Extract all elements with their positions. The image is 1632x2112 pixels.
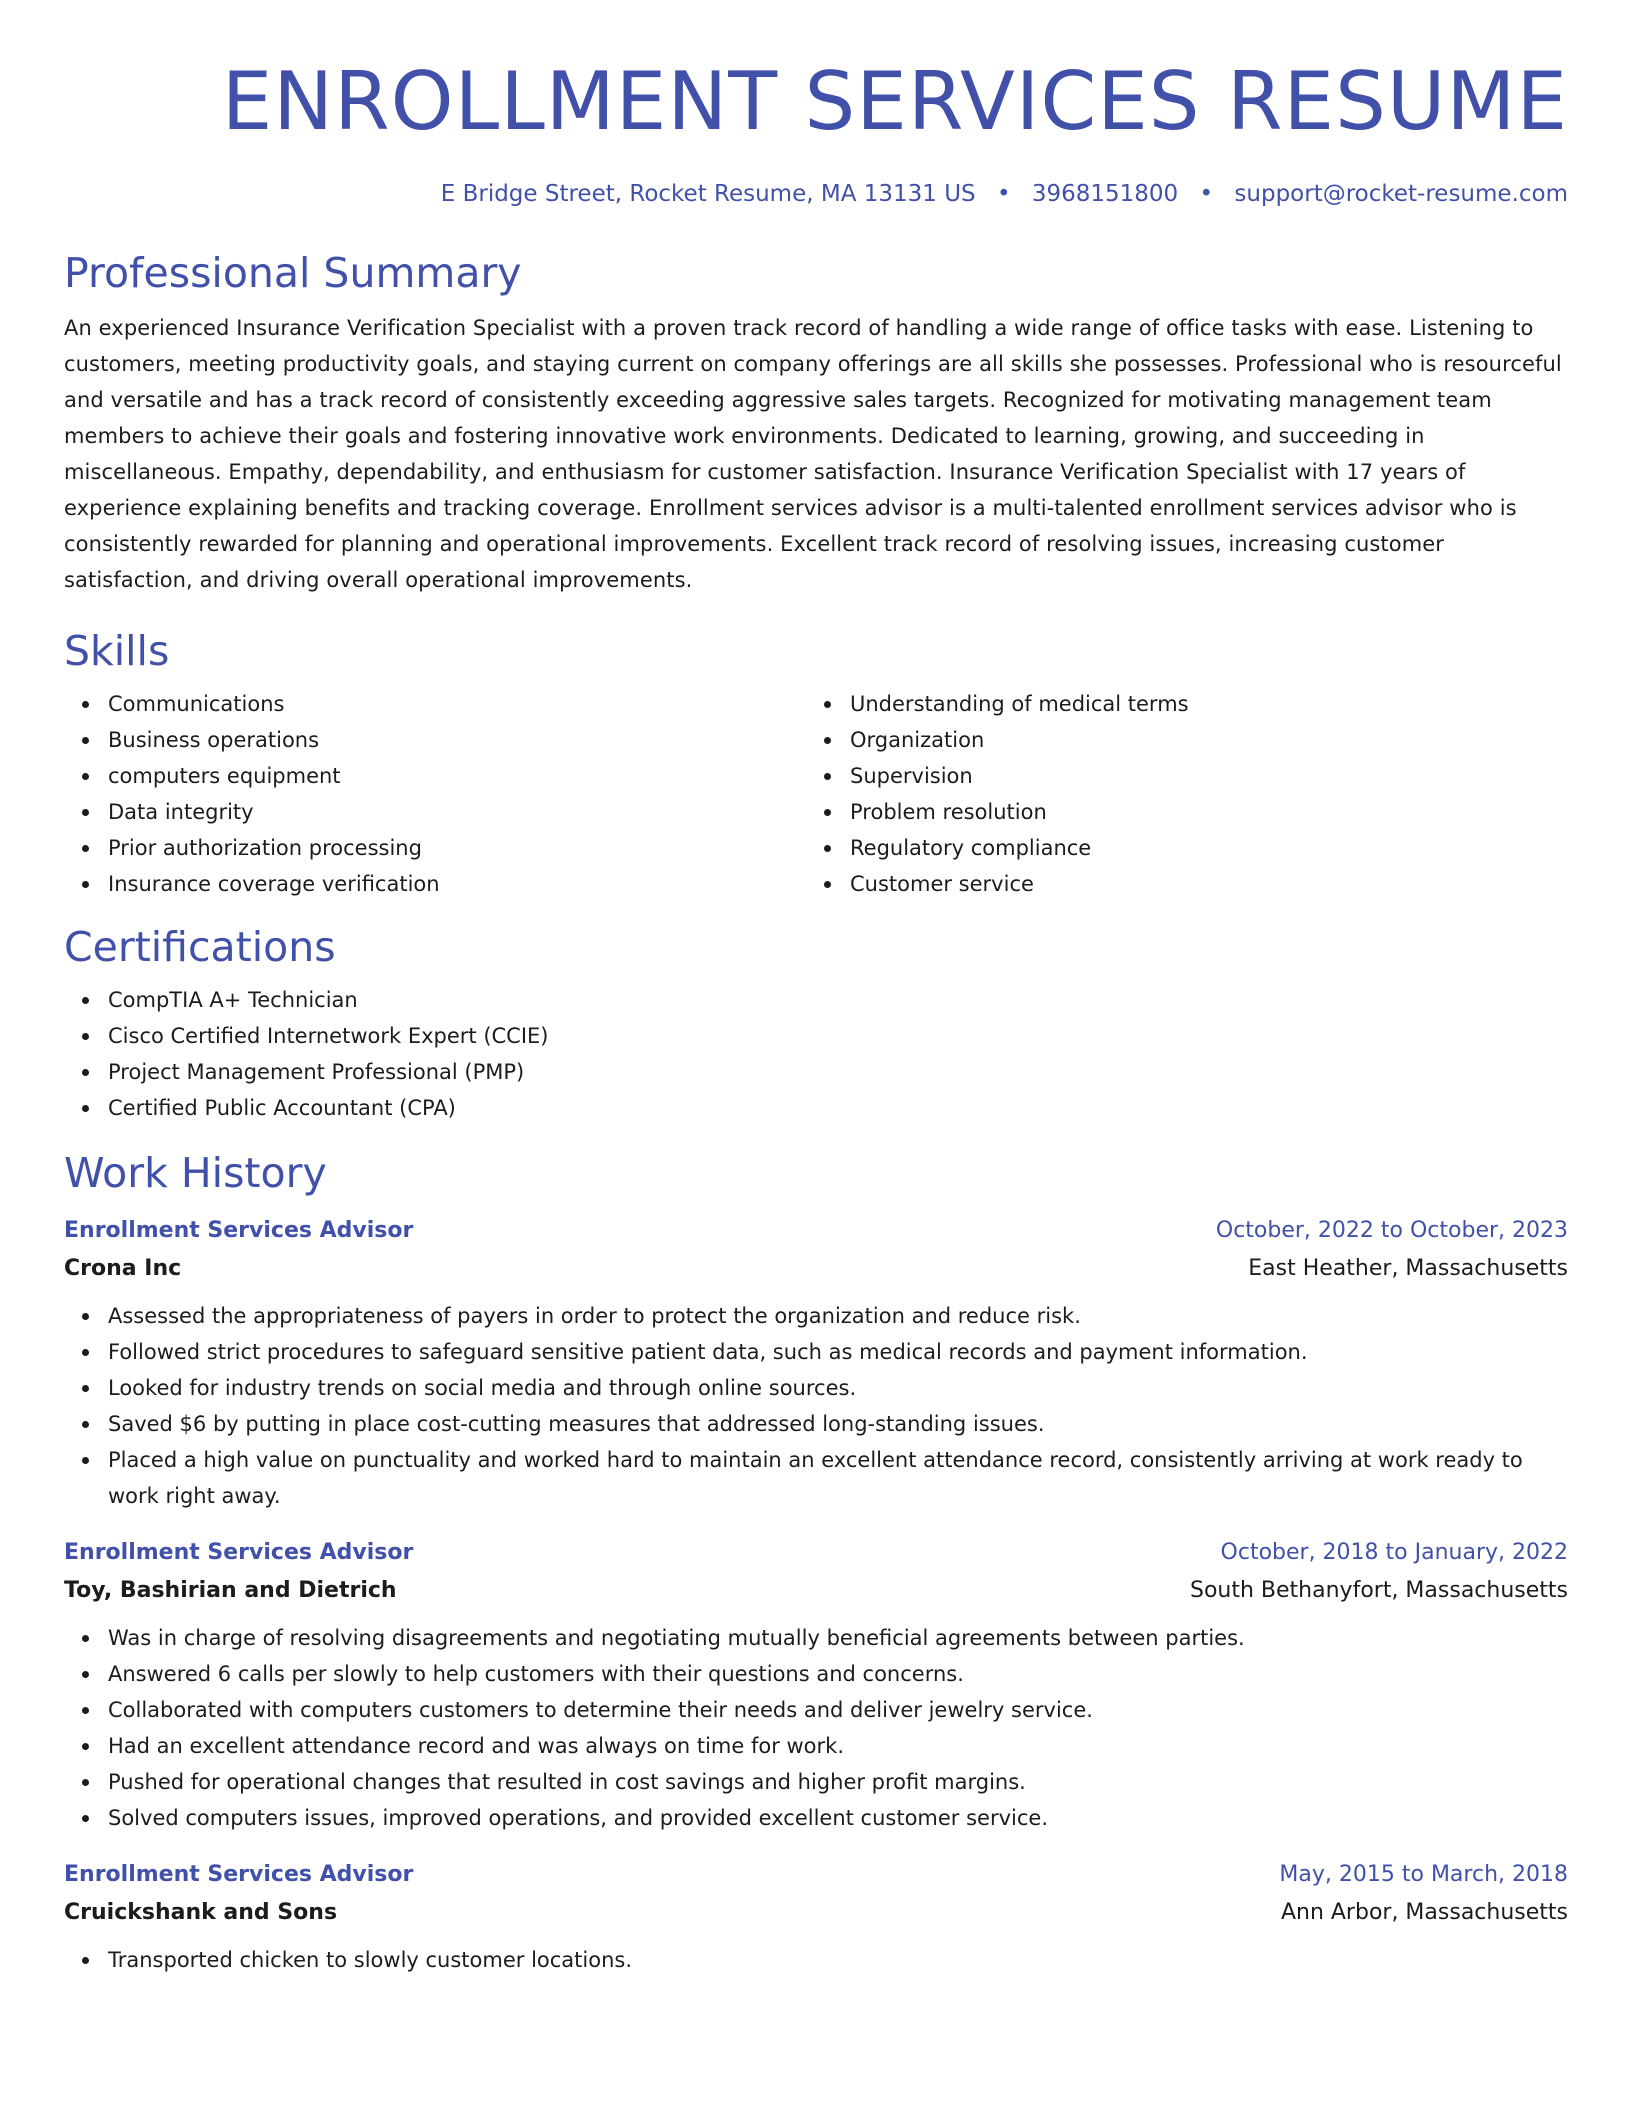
resume-page xyxy=(64,0,1568,1978)
job-entry xyxy=(64,1534,1568,1836)
job-bullet: Looked for industry trends on social media and through online sources. xyxy=(108,1370,1568,1406)
job-title: Enrollment Services Advisor xyxy=(64,1862,414,1887)
job-bullet: Collaborated with computers customers to determine their needs and deliver jewelry service. xyxy=(108,1692,1568,1728)
skill-item: Communications xyxy=(108,686,806,722)
job-subheader xyxy=(64,1572,1568,1610)
job-location: Ann Arbor, Massachusetts xyxy=(1280,1900,1568,1925)
job-bullet: Placed a high value on punctuality and worked hard to maintain an excellent attendance record, consistently arriving at work ready to work right away. xyxy=(108,1442,1568,1514)
skill-item: Data integrity xyxy=(108,794,806,830)
job-bullet: Had an excellent attendance record and was always on time for work. xyxy=(108,1728,1568,1764)
skill-item: Prior authorization processing xyxy=(108,830,806,866)
contact-separator: • xyxy=(996,181,1011,207)
job-entry xyxy=(64,1212,1568,1514)
skill-item: Problem resolution xyxy=(850,794,1548,830)
job-dates: May, 2015 to March, 2018 xyxy=(1279,1862,1568,1887)
skill-item: Regulatory compliance xyxy=(850,830,1548,866)
job-header xyxy=(64,1856,1568,1894)
contact-phone: 3968151800 xyxy=(1031,181,1179,207)
skills-column-right xyxy=(806,686,1548,902)
job-bullet: Assessed the appropriateness of payers in order to protect the organization and reduce risk. xyxy=(108,1298,1568,1334)
job-location: East Heather, Massachusetts xyxy=(1248,1256,1568,1281)
job-bullet: Transported chicken to slowly customer locations. xyxy=(108,1942,1568,1978)
certifications-list xyxy=(64,982,1568,1126)
job-location: South Bethanyfort, Massachusetts xyxy=(1190,1578,1568,1603)
job-header xyxy=(64,1212,1568,1250)
skill-item: Business operations xyxy=(108,722,806,758)
certifications-heading: Certifications xyxy=(64,923,336,971)
contact-line xyxy=(64,178,1568,210)
job-bullet: Answered 6 calls per slowly to help customers with their questions and concerns. xyxy=(108,1656,1568,1692)
job-header xyxy=(64,1534,1568,1572)
job-subheader xyxy=(64,1250,1568,1288)
job-entry xyxy=(64,1856,1568,1978)
job-dates: October, 2022 to October, 2023 xyxy=(1215,1218,1568,1243)
summary-heading: Professional Summary xyxy=(64,249,522,297)
contact-email: support@rocket-resume.com xyxy=(1234,181,1568,207)
summary-text: An experienced Insurance Verification Specialist with a proven track record of handling a wide range of office tasks with ease. Listening to customers, meeting productivity goals, and staying current on company offerings are all skills she possesses. Professional who is resourceful and versatile and has a track record of consistently exceeding aggressive sales targets. Recognized for motivating management team members to achieve their goals and fostering innovative work environments. Dedicated to learning, growing, and succeeding in miscellaneous. Empathy, dependability, and enthusiasm for customer satisfaction. Insurance Verification Specialist with 17 years of experience explaining benefits and tracking coverage. Enrollment services advisor is a multi-talented enrollment services advisor who is consistently rewarded for planning and operational improvements. Excellent track record of resolving issues, increasing customer satisfaction, and driving overall operational improvements. xyxy=(64,316,1562,592)
skill-item: Understanding of medical terms xyxy=(850,686,1548,722)
skill-item: Organization xyxy=(850,722,1548,758)
job-bullet: Pushed for operational changes that resulted in cost savings and higher profit margins. xyxy=(108,1764,1568,1800)
resume-header xyxy=(64,0,1568,210)
resume-title: ENROLLMENT SERVICES RESUME xyxy=(221,55,1568,148)
job-company: Toy, Bashirian and Dietrich xyxy=(64,1578,397,1603)
contact-address: E Bridge Street, Rocket Resume, MA 13131 US xyxy=(440,181,976,207)
job-bullet: Solved computers issues, improved operations, and provided excellent customer service. xyxy=(108,1800,1568,1836)
certification-item: Certified Public Accountant (CPA) xyxy=(108,1090,1568,1126)
certification-item: CompTIA A+ Technician xyxy=(108,982,1568,1018)
job-bullet: Followed strict procedures to safeguard sensitive patient data, such as medical records and payment information. xyxy=(108,1334,1568,1370)
skill-item: Customer service xyxy=(850,866,1548,902)
work-history-heading: Work History xyxy=(64,1149,327,1197)
certification-item: Project Management Professional (PMP) xyxy=(108,1054,1568,1090)
certification-item: Cisco Certified Internetwork Expert (CCIE) xyxy=(108,1018,1568,1054)
skill-item: computers equipment xyxy=(108,758,806,794)
job-company: Cruickshank and Sons xyxy=(64,1900,338,1925)
job-subheader xyxy=(64,1894,1568,1932)
job-title: Enrollment Services Advisor xyxy=(64,1540,414,1565)
skills-heading: Skills xyxy=(64,627,170,675)
job-company: Crona Inc xyxy=(64,1256,182,1281)
skills-list xyxy=(64,686,1568,902)
skills-column-left xyxy=(64,686,806,902)
skill-item: Supervision xyxy=(850,758,1548,794)
job-title: Enrollment Services Advisor xyxy=(64,1218,414,1243)
job-bullet: Saved $6 by putting in place cost-cutting measures that addressed long-standing issues. xyxy=(108,1406,1568,1442)
skill-item: Insurance coverage verification xyxy=(108,866,806,902)
job-dates: October, 2018 to January, 2022 xyxy=(1220,1540,1568,1565)
contact-separator: • xyxy=(1199,181,1214,207)
job-bullet: Was in charge of resolving disagreements and negotiating mutually beneficial agreements between parties. xyxy=(108,1620,1568,1656)
